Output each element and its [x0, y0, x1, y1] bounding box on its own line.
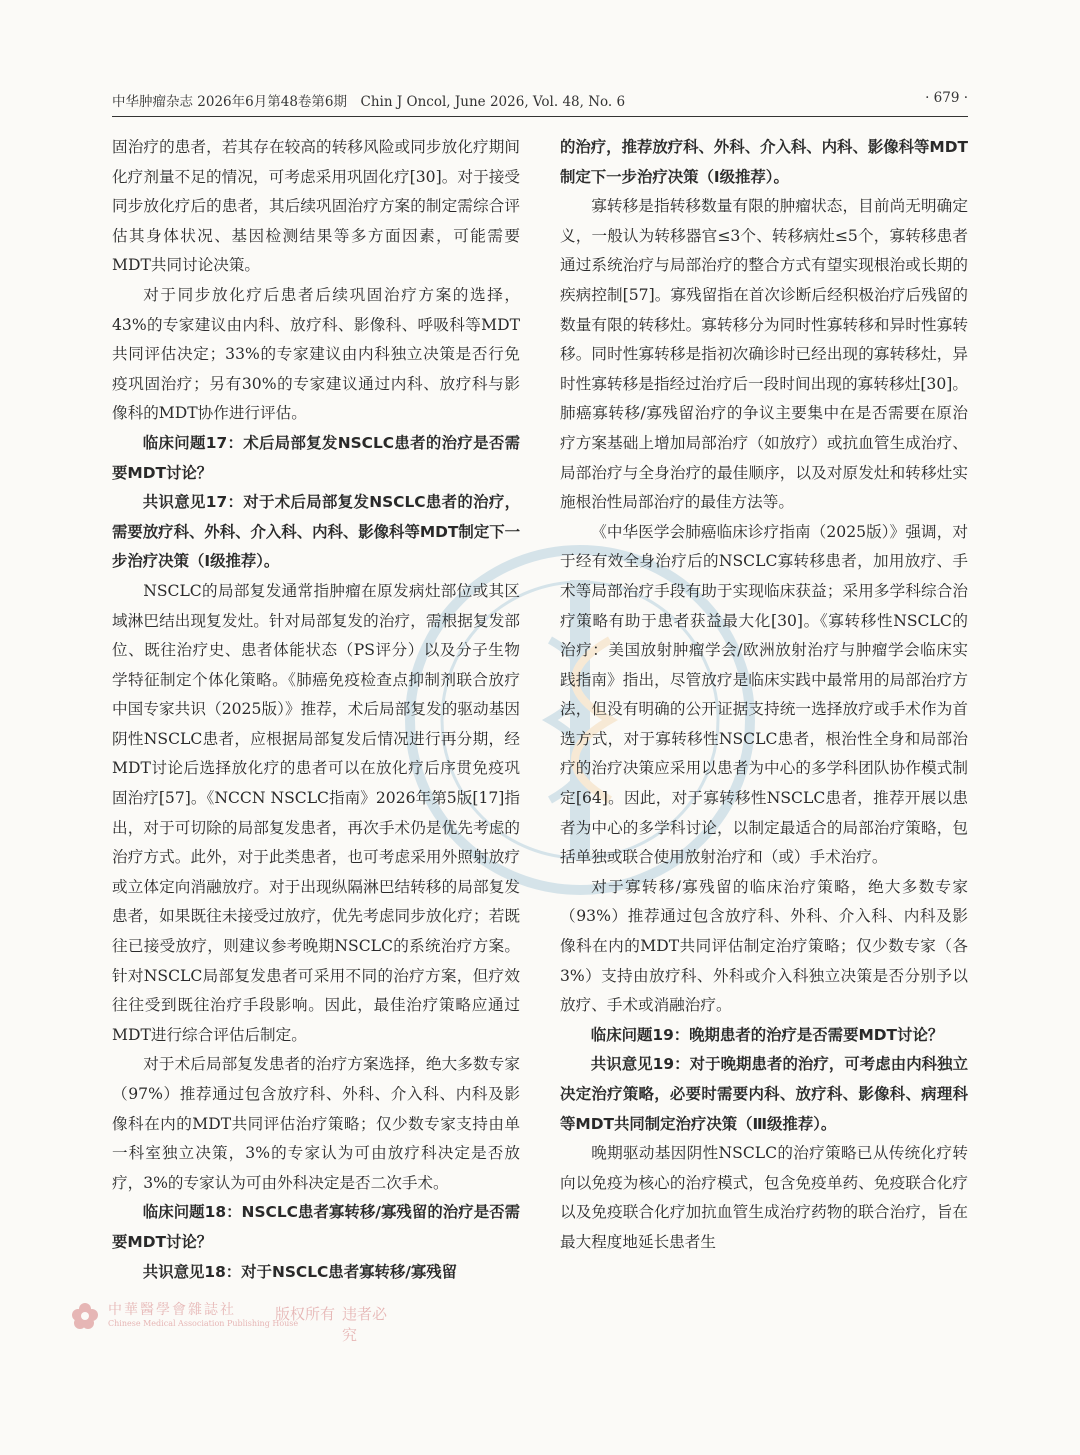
clinical-question-17: 临床问题17：术后局部复发NSCLC患者的治疗是否需要MDT讨论？ — [112, 433, 520, 482]
copyright-mark: 版权所有 — [275, 1305, 336, 1323]
consensus-opinion-18: 共识意见18：对于NSCLC患者寡转移/寡残留 — [142, 1262, 458, 1281]
paragraph: 对于寡转移/寡残留的临床治疗策略，绝大多数专家（93%）推荐通过包含放疗科、外科、介入科、内科及影像科在内的MDT共同评估制定治疗策略；仅少数专家（各3%）支持由放疗科、外科或介入科独立决策是否分别予以放疗、手术或消融治疗。 — [560, 877, 968, 1015]
publisher-name: 中華醫學會雜誌社 — [108, 1302, 236, 1318]
clinical-question-19: 临床问题19：晚期患者的治疗是否需要MDT讨论？ — [590, 1025, 944, 1044]
paragraph: 晚期驱动基因阴性NSCLC的治疗策略已从传统化疗转向以免疫为核心的治疗模式，包含免疫单药、免疫联合化疗以及免疫联合化疗加抗血管生成治疗药物的联合治疗，旨在最大程度地延长患者生 — [560, 1144, 968, 1251]
publisher-watermark — [70, 1297, 400, 1344]
paragraph: NSCLC的局部复发通常指肿瘤在原发病灶部位或其区域淋巴结出现复发灶。针对局部复发的治疗，需根据复发部位、既往治疗史、患者体能状态（PS评分）以及分子生物学特征制定个体化策略。《肺癌免疫检查点抑制剂联合放疗中国专家共识（2025版）》推荐，术后局部复发的驱动基因阴性NSCLC患者，应根据局部复发后情况进行再分期，经MDT讨论后选择放化疗的患者可以在放化疗后序贯免疫巩固治疗[57]。《NCCN NSCLC指南》2026年第5版[17]指出，对于可切除的局部复发患者，再次手术仍是优先考虑的治疗方式。此外，对于此类患者，也可考虑采用外照射放疗或立体定向消融放疗。对于出现纵隔淋巴结转移的局部复发患者，如果既往未接受过放疗，优先考虑同步放化疗；若既往已接受放疗，则建议参考晚期NSCLC的系统治疗方案。针对NSCLC局部复发患者可采用不同的治疗方案，但疗效往往受到既往治疗手段影响。因此，最佳治疗策略应通过MDT进行综合评估后制定。 — [112, 581, 520, 1044]
paragraph: 对于同步放化疗后患者后续巩固治疗方案的选择，43%的专家建议由内科、放疗科、影像科、呼吸科等MDT共同评估决定；33%的专家建议由内科独立决策是否行免疫巩固治疗；另有30%的专家建议通过内科、放疗科与影像科的MDT协作进行评估。 — [112, 285, 520, 423]
publisher-flower-logo — [70, 1301, 100, 1331]
consensus-opinion-17: 共识意见17：对于术后局部复发NSCLC患者的治疗，需要放疗科、外科、介入科、内科、影像科等MDT制定下一步治疗决策（Ⅰ级推荐）。 — [112, 493, 520, 571]
right-column — [560, 133, 968, 1258]
consensus-opinion-18-cont: 的治疗，推荐放疗科、外科、介入科、内科、影像科等MDT制定下一步治疗决策（Ⅰ级推荐）。 — [560, 138, 968, 186]
running-header — [112, 86, 968, 117]
infringement-mark: 违者必究 — [342, 1305, 388, 1344]
left-column — [112, 133, 520, 1287]
paragraph: 寡转移是指转移数量有限的肿瘤状态，目前尚无明确定义，一般认为转移器官≤3个、转移病灶≤5个，寡转移患者通过系统治疗与局部治疗的整合方式有望实现根治或长期的疾病控制[57]。寡残留指在首次诊断后经积极治疗后残留的数量有限的转移灶。寡转移分为同时性寡转移和异时性寡转移。同时性寡转移是指初次确诊时已经出现的寡转移灶，异时性寡转移是指经过治疗后一段时间出现的寡转移灶[30]。肺癌寡转移/寡残留治疗的争议主要集中在是否需要在原治疗方案基础上增加局部治疗（如放疗）或抗血管生成治疗、局部治疗与全身治疗的最佳顺序，以及对原发灶和转移灶实施根治性局部治疗的最佳方法等。 — [560, 197, 968, 512]
consensus-opinion-19: 共识意见19：对于晚期患者的治疗，可考虑由内科独立决定治疗策略，必要时需要内科、放疗科、影像科、病理科等MDT共同制定治疗决策（Ⅲ级推荐）。 — [560, 1055, 968, 1133]
page-number: · 679 · — [925, 90, 968, 106]
clinical-question-18: 临床问题18：NSCLC患者寡转移/寡残留的治疗是否需要MDT讨论？ — [112, 1203, 520, 1251]
publisher-name-en: Chinese Medical Association Publishing House — [108, 1319, 299, 1328]
paragraph: 《中华医学会肺癌临床诊疗指南（2025版）》强调，对于经有效全身治疗后的NSCLC寡转移患者，加用放疗、手术等局部治疗手段有助于实现临床获益；采用多学科综合治疗策略有助于患者获益最大化[30]。《寡转移性NSCLC的治疗：美国放射肿瘤学会/欧洲放射治疗与肿瘤学会临床实践指南》指出，尽管放疗是临床实践中最常用的局部治疗方法，但没有明确的公开证据支持统一选择放疗或手术作为首选方式，对于寡转移性NSCLC患者，根治性全身和局部治疗的治疗决策应采用以患者为中心的多学科团队协作模式制定[64]。因此，对于寡转移性NSCLC患者，推荐开展以患者为中心的多学科讨论，以制定最适合的局部治疗策略，包括单独或联合使用放射治疗和（或）手术治疗。 — [560, 522, 968, 867]
paragraph: 对于术后局部复发患者的治疗方案选择，绝大多数专家（97%）推荐通过包含放疗科、外科、介入科、内科及影像科在内的MDT共同评估治疗策略；仅少数专家支持由单一科室独立决策，3%的专家认为可由放疗科决定是否放疗，3%的专家认为可由外科决定是否二次手术。 — [112, 1055, 520, 1192]
journal-citation: 中华肿瘤杂志 2026年6月第48卷第6期 Chin J Oncol, June 2026, Vol. 48, No. 6 — [112, 94, 626, 110]
paragraph: 固治疗的患者，若其存在较高的转移风险或同步放化疗期间化疗剂量不足的情况，可考虑采用巩固化疗[30]。对于接受同步放化疗后的患者，其后续巩固治疗方案的制定需综合评估其身体状况、基因检测结果等多方面因素，可能需要MDT共同讨论决策。 — [112, 138, 520, 275]
